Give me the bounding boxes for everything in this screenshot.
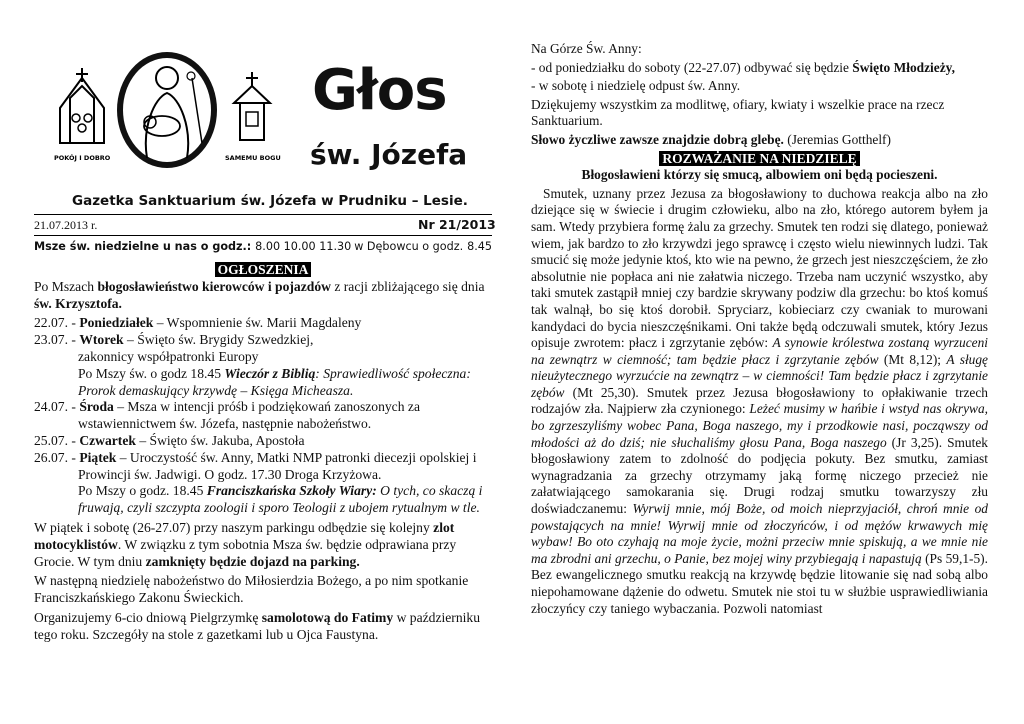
announcement-paragraph: W piątek i sobotę (26-27.07) przy naszym parkingu odbędzie się kolejny zlot motocyklistów. W związku z tym sobotnia Msza św. będzie odprawiana przy Grocie. W tym dniu zamknięty będzie dojazd na parking. (34, 519, 457, 569)
announcements-header: OGŁOSZENIA (34, 262, 492, 279)
announcement-paragraph: W następną niedzielę nabożeństwo do Miłosierdzia Bożego, a po nim spotkanie Franciszkańskiego Zakonu Świeckich. (34, 573, 469, 606)
text-line: Na Górze Św. Anny: (531, 41, 642, 56)
quote: Słowo życzliwe zawsze znajdzie dobrą glebę. (Jeremias Gotthelf) (531, 131, 891, 147)
announcement-paragraph: Organizujemy 6-cio dniową Pielgrzymkę samolotową do Fatimy w październiku tego roku. Szczegóły na stole z gazetkami lub u Ojca Faustyna. (34, 609, 480, 642)
schedule-friday-school: Po Mszy o godz. 18.45 Franciszkańska Szkoły Wiary: O tych, co skaczą i fruwają, czyli szczypta zoologii i sporo Teologii z ubojem rytualnym w tle. (78, 483, 483, 516)
left-emblem-icon (60, 68, 104, 143)
divider (34, 235, 492, 236)
issue-number: Nr 21/2013 (418, 217, 496, 232)
reflection-body: Smutek, uznany przez Jezusa za błogosławiony to duchowa reakcja albo na zło dziejące się w świecie i drugim człowieku, albo na zło, którego autorem byłem ja sam. Wtedy przybiera formę żalu za grzechy. Smutek ten rodzi się dlatego, ponieważ wiem, jak bardzo to zło krzywdzi jego sprawcę i często wielu niewinnych ludzi. Tak smucić się może jedynie ktoś, kto wie na pewno, że grzech jest nieszczęściem, że zło absolutnie nie popłaca ani nie załatwia niczego. Trzeba nam uczynić wszystko, aby taki smutek zastąpił mniej czy bardzie skrywany podziw dla grzechu: bo ktoś komuś tak walnął, bo się ktoś dorobił. Spryciarz, kobieciarz czy cwaniak to murowani kandydaci do bycia nieszczęśnikami. Oni także będą odczuwali smutek, który Jezus opisuje zwrotem: płacz i zgrzytanie zębów: A synowie królestwa zostaną wyrzuceni na zewnątrz w ciemność; tam będzie płacz i zgrzytanie zębów (Mt 8,12); A sługę nieużytecznego wyrzućcie na zewnątrz – w ciemności! Tam będzie płacz i zgrzytanie zębów (Mt 25,30). Smutek przez Jezusa błogosławiony to opłakiwanie trzech rodzajów zła. Najpierw zła czynionego: Leżeć musimy w hańbie i wstyd nas okrywa, bo zgrzeszyliśmy wobec Pana, Boga naszego, my i przodkowie nasi, począwszy od młodości aż do dziś; nie słuchaliśmy głosu Pana, Boga naszego (Jr 3,25). Smutek błogosławiony zatem to zdolność do podjęcia pokuty. Bez smutku, zamiast wynagradzania za grzechy otrzymamy jaką formę niczego przecież nie załatwiającego samokarania się. Drugi rodzaj smutku towarzyszy złu doświadczanemu: Wyrwij mnie, mój Boże, od moich nieprzyjaciół, chroń mnie od powstających na mnie! Wyrwij mnie od złoczyńców, i od mężów krwawych mię wybaw! Bo oto czyhają na moje życie, możni przeciw mnie spiskują, a we mnie nie ma zbrodni ani grzechu, o Panie, bez mojej winy przybiegają i napastują (Ps 59,1-5). Bez ewangelicznego smutku reakcją na krzywdę będzie litowanie się nad sobą albo niepohamowane dążenie do odwetu. Smutek nie stoi tu w służbie usprawiedliwiania złoczyńcy czy taniego wybaczania. Pozwoli natomiast (531, 185, 989, 616)
schedule-friday: 26.07. - Piątek – Uroczystość św. Anny, Matki NMP patronki diecezji opolskiej i Prowincji św. Jadwigi. O godz. 17.30 Droga Krzyżowa. (34, 449, 477, 482)
announcement-paragraph: Po Mszach błogosławieństwo kierowców i pojazdów z racji zbliżającego się dnia św. Krzysztofa. (34, 278, 485, 311)
schedule-tuesday-detail: zakonnicy współpatronki Europy (78, 348, 259, 364)
schedule-wednesday: 24.07. - Środa – Msza w intencji próśb i podziękowań zanoszonych za wstawiennictwem św. Józefa, następnie nabożeństwo. (34, 399, 420, 432)
mass-times: Msze św. niedzielne u nas o godz.: 8.00 10.00 11.30 w Dębowcu o godz. 8.45 (34, 240, 492, 253)
issue-date: 21.07.2013 r. (34, 218, 98, 232)
schedule-tuesday-bible: Po Mszy św. o godz 18.45 Wieczór z Biblią: Sprawiedliwość społeczna: Prorok demaskujący krzywdę – Księga Micheasza. (78, 365, 471, 398)
right-emblem-icon (234, 72, 270, 140)
gazette-subtitle: Gazetka Sanktuarium św. Józefa w Prudniku – Lesie. (72, 193, 468, 209)
announcements (34, 262, 492, 647)
text-line: - w sobotę i niedzielę odpust św. Anny. (531, 78, 741, 94)
text-line: - od poniedziałku do soboty (22-27.07) odbywać się będzie Święto Młodzieży, (531, 59, 955, 75)
svg-text:SAMEMU BOGU: SAMEMU BOGU (225, 154, 281, 162)
right-column (531, 41, 988, 619)
divider (34, 214, 492, 215)
schedule-thursday: 25.07. - Czwartek – Święto św. Jakuba, Apostoła (34, 432, 305, 448)
verse: Błogosławieni którzy się smucą, albowiem oni będą pocieszeni. (581, 167, 938, 183)
schedule-monday: 22.07. - Poniedziałek – Wspomnienie św. Marii Magdaleny (34, 315, 362, 331)
reflection-header: ROZWAŻANIE NA NIEDZIELĘ (531, 151, 988, 168)
text-line: Dziękujemy wszystkim za modlitwę, ofiary, kwiaty i wszelkie prace na rzecz Sanktuarium. (531, 96, 945, 129)
sanctuary-logo (42, 48, 297, 168)
schedule-tuesday: 23.07. - Wtorek – Święto św. Brygidy Szwedzkiej, (34, 332, 314, 348)
masthead-subtitle: św. Józefa (310, 138, 468, 171)
masthead-title: Głos (312, 58, 447, 123)
svg-text:POKÓJ I DOBRO: POKÓJ I DOBRO (54, 154, 111, 162)
